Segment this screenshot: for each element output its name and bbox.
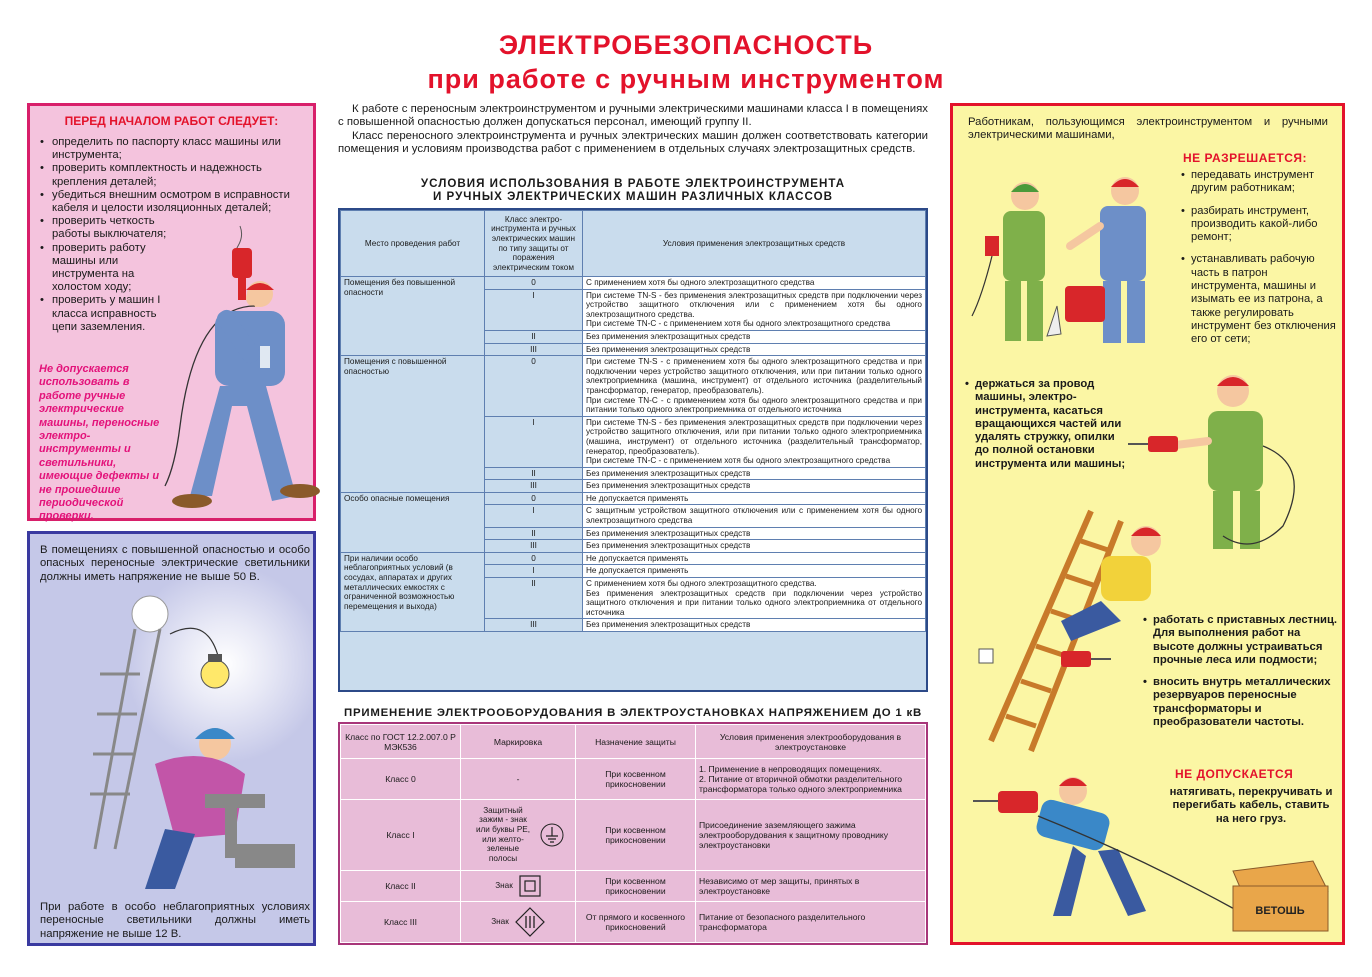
table2-conditions: Питание от безопасного разделительного трансформатора (696, 902, 926, 943)
table2-marking-cell (461, 870, 576, 902)
usage-conditions-table (338, 208, 928, 692)
table2-header-class: Класс по ГОСТ 12.2.007.0 Р МЭК536 (341, 725, 461, 759)
table2-conditions: Присоединение заземляющего зажима электрооборудования к защитному проводнику электроустановки (696, 799, 926, 870)
table1-conditions: С применением хотя бы одного электрозащитного средства. Без применения электрозащитных средств при подключении через устройство защитного отключения и при питании только одного электроприемника от отдельного источника (583, 578, 926, 619)
class-three-icon (515, 907, 545, 937)
intro-paragraph: К работе с переносным электроинструментом и ручными электрическими машинами класса I в помещениях с повышенной опасностью должен допускаться персонал, имеющий группу II. (338, 103, 928, 129)
before-work-item: • проверить работу машины или инструмента на холостом ходу; (38, 242, 183, 295)
not-allowed-list-2 (965, 378, 1130, 480)
table1-class: III (485, 480, 583, 493)
table2-title: ПРИМЕНЕНИЕ ЭЛЕКТРООБОРУДОВАНИЯ В ЭЛЕКТРОУСТАНОВКАХ НАПРЯЖЕНИЕМ ДО 1 кВ (343, 707, 923, 719)
table1-conditions: Не допускается применять (583, 552, 926, 565)
table1-class: II (485, 467, 583, 480)
table2-class: Класс II (341, 870, 461, 902)
not-allowed-item: • вносить внутрь металлических резервуаров переносные трансформаторы и преобразователи частоты. (1143, 676, 1343, 729)
table1-header-conditions: Условия применения электрозащитных средств (583, 211, 926, 277)
not-allowed-item: • разбирать инструмент, производить какой-либо ремонт; (1181, 205, 1336, 245)
forbidden-text: натягивать, перекручивать и перегибать кабель, ставить на него груз. (1169, 786, 1333, 825)
table2-conditions: 1. Применение в непроводящих помещениях. 2. Питание от вторичной обмотки разделительного трансформатора только одного электроприемника (696, 759, 926, 800)
not-allowed-heading: НЕ РАЗРЕШАЕТСЯ: (1183, 151, 1307, 165)
table2-header-conditions: Условия применения электрооборудования в электроустановке (696, 725, 926, 759)
table1-title-line: УСЛОВИЯ ИСПОЛЬЗОВАНИЯ В РАБОТЕ ЭЛЕКТРОИНСТРУМЕНТА (420, 177, 846, 190)
worker-with-drill-illustration (160, 226, 310, 516)
table1-class: II (485, 330, 583, 343)
lamps-text-12v: При работе в особо неблагоприятных условиях переносные светильники должны иметь напряжение не выше 12 В. (40, 901, 310, 940)
table1-conditions: Без применения электрозащитных средств (583, 619, 926, 632)
not-allowed-item: • держаться за провод машины, электро-инструмента, касаться вращающихся частей или удалять стружку, опилки до полной остановки инструмента или машины; (965, 378, 1130, 471)
table1-place: Помещения с повышенной опасностью (341, 356, 485, 493)
table-row (341, 870, 926, 902)
ladder-fall-illustration (971, 511, 1161, 751)
table1-conditions: При системе TN-S - с применением хотя бы одного электрозащитного средства и при подключении через устройство защитного отключения, или при питании только одного электроприемника (машина, инструмент) от отдельного источника (разделительный трансформатор, генератор, преобразователь). При системе TN-C - с применением хотя бы одного электрозащитного средства и при питании только одного электроприемника от отдельного источника (583, 356, 926, 417)
table1-conditions: Без применения электрозащитных средств (583, 540, 926, 553)
forbidden-heading: НЕ ДОПУСКАЕТСЯ (1175, 767, 1294, 781)
table2-header-marking: Маркировка (461, 725, 576, 759)
before-work-panel (27, 103, 316, 521)
table2-purpose: При косвенном прикосновении (576, 870, 696, 902)
not-allowed-list-3 (1143, 614, 1343, 738)
two-workers-illustration (965, 166, 1175, 346)
table1-conditions: С применением хотя бы одного электрозащитного средства (583, 277, 926, 290)
not-allowed-item: • работать с приставных лестниц. Для выполнения работ на высоте должны устраиваться прочные леса или подмости; (1143, 614, 1343, 667)
table1-class: III (485, 343, 583, 356)
table1-conditions: Без применения электрозащитных средств (583, 330, 926, 343)
table-row (341, 759, 926, 800)
intro-text (338, 103, 928, 156)
cable-pulling-illustration (963, 771, 1343, 941)
page-subtitle: при работе с ручным инструментом (427, 64, 945, 94)
table-row (341, 277, 926, 290)
table-row (341, 799, 926, 870)
table1-conditions: Не допускается применять (583, 565, 926, 578)
workers-intro: Работникам, пользующимся электроинструментом и ручными электрическими машинами, (968, 116, 1328, 142)
table1-conditions: При системе TN-S - без применения электрозащитных средств при подключении через устройство защитного отключения, или при питании только одного электроприемника (машина, инструмент) от отдельного источника (разделительный трансформатор, генератор, преобразователь). При системе TN-C - с применением хотя бы одного электрозащитного средства (583, 416, 926, 467)
before-work-item: • проверить у машин I класса исправность цепи заземления. (38, 294, 183, 334)
table2-class: Класс I (341, 799, 461, 870)
table2-marking-cell (461, 902, 576, 943)
table1-class: 0 (485, 552, 583, 565)
before-work-item: • проверить комплектность и надежность крепления деталей; (38, 162, 300, 188)
not-allowed-item: • передавать инструмент другим работникам; (1181, 169, 1336, 196)
table1-conditions: Без применения электрозащитных средств (583, 343, 926, 356)
table1-conditions: Без применения электрозащитных средств (583, 527, 926, 540)
table2-header-purpose: Назначение защиты (576, 725, 696, 759)
table2-marking: Защитный зажим - знак или буквы PE, или желто-зеленые полосы (475, 805, 531, 863)
table1-class: I (485, 565, 583, 578)
table1-class: II (485, 527, 583, 540)
table1-class: I (485, 289, 583, 330)
table1-conditions: Без применения электрозащитных средств (583, 467, 926, 480)
equipment-classes-table (338, 722, 928, 945)
double-insulation-icon (519, 875, 541, 897)
not-allowed-item: • устанавливать рабочую часть в патрон инструмента, машины и изымать ее из патрона, а также регулировать инструмент без отключения его от сети; (1181, 253, 1336, 346)
table-row (341, 902, 926, 943)
table1-title (338, 177, 928, 203)
table1-class: III (485, 540, 583, 553)
box-label: ВЕТОШЬ (1255, 905, 1305, 917)
table2-class: Класс 0 (341, 759, 461, 800)
table1-class: III (485, 619, 583, 632)
table1-class: 0 (485, 356, 583, 417)
table1-header-class: Класс электро-инструмента и ручных электрических машин по типу защиты от поражения электрическим током (485, 211, 583, 277)
intro-paragraph: Класс переносного электроинструмента и ручных электрических машин должен соответствовать категории помещения и условиям производства работ с применением в отдельных случаях электрозащитных средств. (338, 129, 928, 155)
lamps-text-50v: В помещениях с повышенной опасностью и особо опасных переносные электрические светильники должны иметь напряжение не выше 50 В. (40, 544, 310, 583)
table1-class: I (485, 416, 583, 467)
table-row (341, 356, 926, 417)
table-row (341, 492, 926, 505)
table2-marking: Знак (491, 917, 509, 927)
workers-rules-panel (950, 103, 1345, 945)
ground-symbol-icon (540, 823, 564, 847)
table2-purpose: При косвенном прикосновении (576, 759, 696, 800)
table1-class: 0 (485, 492, 583, 505)
table1-conditions: Без применения электрозащитных средств (583, 480, 926, 493)
table1-place: При наличии особо неблагоприятных условий (в сосудах, аппаратах и других металлических емкостях с ограниченной возможностью перемещения и выхода) (341, 552, 485, 631)
table1-conditions: С защитным устройством защитного отключения или с применением хотя бы одного электрозащитного средства (583, 505, 926, 527)
table1-title-line: И РУЧНЫХ ЭЛЕКТРИЧЕСКИХ МАШИН РАЗЛИЧНЫХ КЛАССОВ (432, 190, 834, 203)
lamp-installation-illustration (75, 594, 305, 884)
before-work-warning: Не допускается использовать в работе ручные электрические машины, переносные электро-инструменты и светильники, имеющие дефекты и не прошедшие периодической проверки. (39, 363, 160, 523)
table2-marking: Знак (495, 881, 513, 891)
before-work-item: • определить по паспорту класс машины или инструмента; (38, 136, 300, 162)
table2-class: Класс III (341, 902, 461, 943)
before-work-heading: ПЕРЕД НАЧАЛОМ РАБОТ СЛЕДУЕТ: (64, 114, 279, 128)
table-row (341, 552, 926, 565)
table1-class: II (485, 578, 583, 619)
table2-conditions: Независимо от мер защиты, принятых в электроустановке (696, 870, 926, 902)
portable-lamps-panel (27, 531, 316, 946)
table2-purpose: При косвенном прикосновении (576, 799, 696, 870)
before-work-item: • проверить четкость работы выключателя; (38, 215, 183, 241)
table2-purpose: От прямого и косвенного прикосновений (576, 902, 696, 943)
table1-place: Особо опасные помещения (341, 492, 485, 552)
page-title: ЭЛЕКТРОБЕЗОПАСНОСТЬ (498, 30, 874, 60)
table1-class: I (485, 505, 583, 527)
table1-conditions: При системе TN-S - без применения электрозащитных средств при подключении через устройство защитного отключения или с применением хотя бы одного электрозащитного средства. При системе TN-C - с применением хотя бы одного электрозащитного средства (583, 289, 926, 330)
table1-place: Помещения без повышенной опасности (341, 277, 485, 356)
table1-conditions: Не допускается применять (583, 492, 926, 505)
table2-marking: - (461, 759, 576, 800)
not-allowed-list (1181, 169, 1336, 356)
table1-header-place: Место проведения работ (341, 211, 485, 277)
table1-class: 0 (485, 277, 583, 290)
before-work-item: • убедиться внешним осмотром в исправности кабеля и целости изоляционных деталей; (38, 189, 300, 215)
table2-marking-cell (461, 799, 576, 870)
